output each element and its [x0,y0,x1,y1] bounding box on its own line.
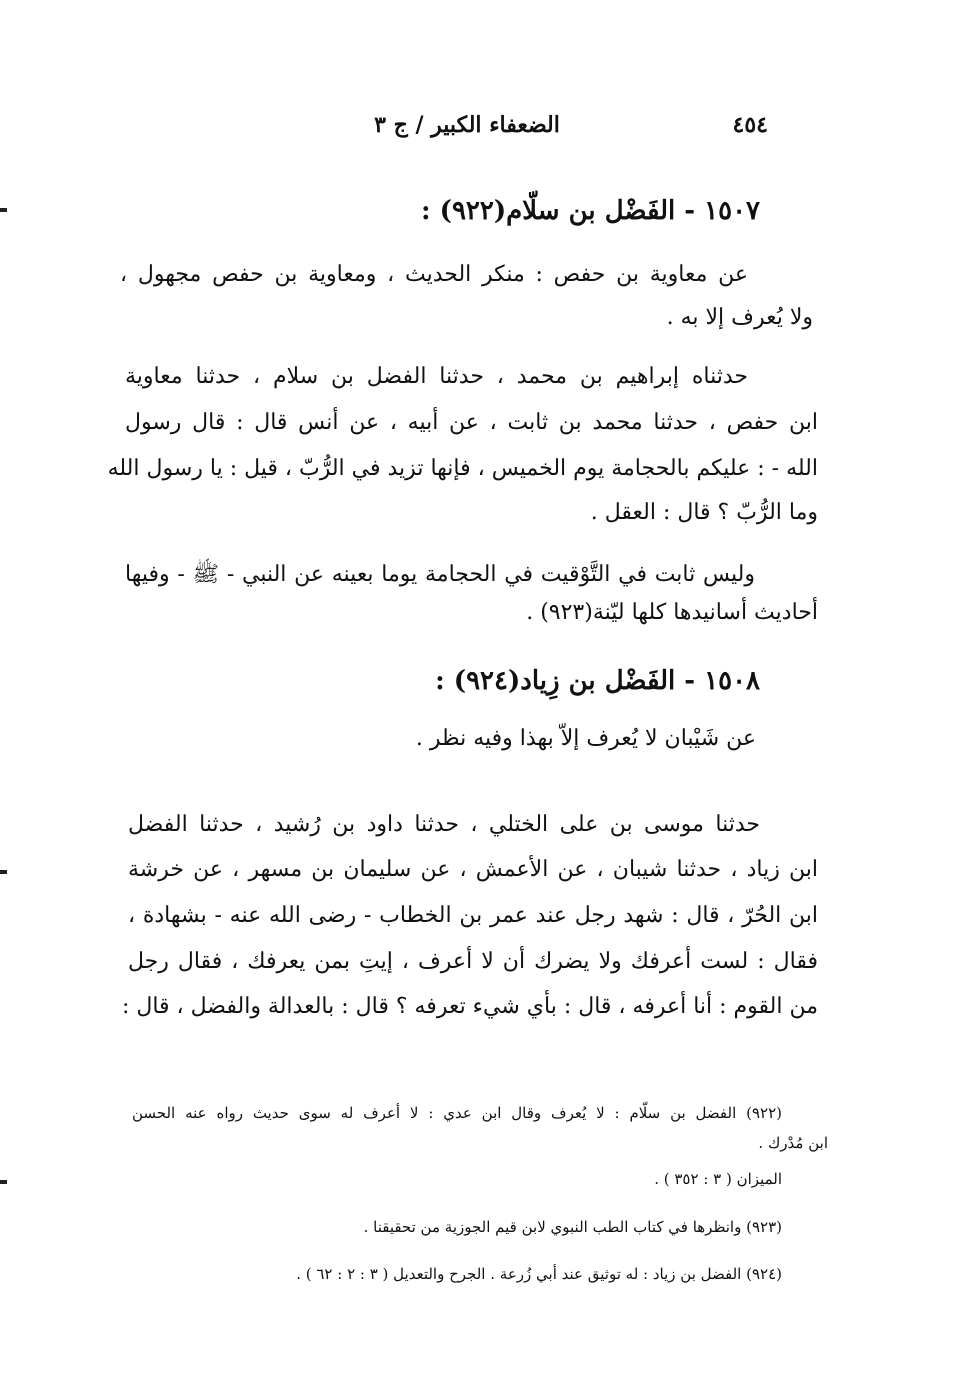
isnad-line: فقال : لست أعرفك ولا يضرك أن لا أعرف ، إيتِ بمن يعرفك ، فقال رجل [128,949,818,974]
isnad-line: وما الرُّبّ ؟ قال : العقل . [590,500,818,525]
footnote-922-cont: ابن مُدْرك . [758,1134,828,1152]
isnad-line: حدثناه إبراهيم بن محمد ، حدثنا الفضل بن سلام ، حدثنا معاوية [125,364,748,389]
isnad-line: ابن زياد ، حدثنا شيبان ، عن الأعمش ، عن سليمان بن مسهر ، عن خرشة [128,857,818,882]
entry-text-line: ولا يُعرف إلا به . [666,305,813,330]
footnote-923: (٩٢٣) وانظرها في كتاب الطب النبوي لابن قيم الجوزية من تحقيقنا . [363,1218,782,1236]
isnad-line: من القوم : أنا أعرفه ، قال : بأي شيء تعرفه ؟ قال : بالعدالة والفضل ، قال : [121,994,818,1019]
isnad-line: ابن حفص ، حدثنا محمد بن ثابت ، عن أبيه ، عن أنس قال : قال رسول [125,410,818,435]
running-title: الضعفاء الكبير / ج ٣ [374,112,560,138]
entry-text-line: عن معاوية بن حفص : منكر الحديث ، ومعاوية بن حفص مجهول ، [120,262,748,287]
footnote-924: (٩٢٤) الفضل بن زياد : له توثيق عند أبي زُرعة . الجرح والتعديل ( ٣ : ٢ : ٦٢ ) . [296,1265,782,1283]
entry-text-line: عن شَيْبان لا يُعرف إلاّ بهذا وفيه نظر . [415,726,756,751]
margin-mark [0,870,7,874]
entry-title-1508: ١٥٠٨ - الفَضْل بن زِياد(٩٢٤) : [435,666,760,696]
isnad-line: ابن الحُرّ ، قال : شهد رجل عند عمر بن الخطاب - رضى الله عنه - بشهادة ، [128,903,818,928]
note-line: أحاديث أسانيدها كلها ليّنة(٩٢٣) . [526,600,818,625]
isnad-line: الله - : عليكم بالحجامة يوم الخميس ، فإنها تزيد في الرُّبّ ، قيل : يا رسول الله [107,456,818,481]
footnote-922-source: الميزان ( ٣ : ٣٥٢ ) . [654,1170,782,1188]
page-number: ٤٥٤ [732,112,768,138]
footnote-922: (٩٢٢) الفضل بن سلّام : لا يُعرف وقال ابن عدي : لا أعرف له سوى حديث رواه عنه الحسن [132,1104,782,1122]
margin-mark [0,1180,7,1184]
note-line: وليس ثابت في التَّوْقيت في الحجامة يوما بعينه عن النبي - ﷺ - وفيها [125,562,755,587]
entry-title-1507: ١٥٠٧ - الفَضْل بن سلّام(٩٢٢) : [421,196,760,226]
margin-mark [0,208,7,212]
isnad-line: حدثنا موسى بن على الختلي ، حدثنا داود بن رُشيد ، حدثنا الفضل [128,812,760,837]
